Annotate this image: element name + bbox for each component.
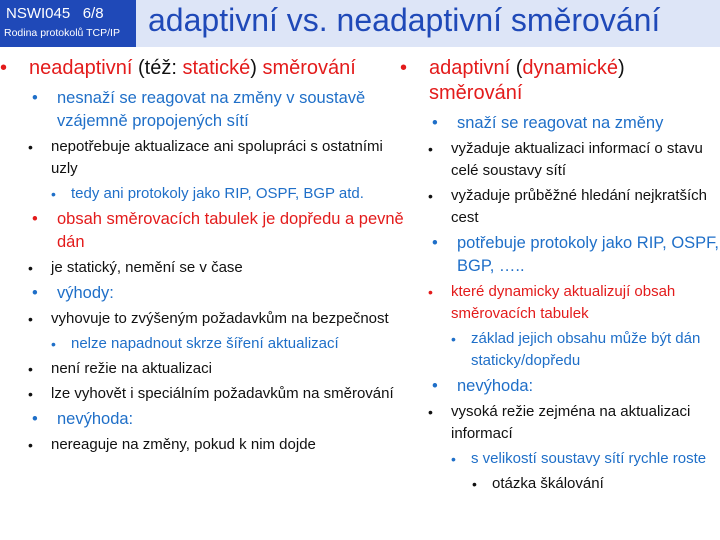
list-item xyxy=(428,281,720,325)
slide-number: 6/8 xyxy=(82,5,104,22)
item-text: otázka škálování xyxy=(492,475,604,492)
item-text: nevýhoda: xyxy=(457,377,534,395)
item-text: vysoká režie zejména na aktualizaci informací xyxy=(451,403,691,442)
item-text: vyžaduje průběžné hledání nejkratších cest xyxy=(451,187,707,226)
bullet-icon: • xyxy=(32,210,38,228)
item-text: vyhovuje to zvýšeným požadavkům na bezpečnost xyxy=(51,310,389,327)
heading-text: ) xyxy=(250,57,263,79)
right-column xyxy=(400,56,720,498)
list-item xyxy=(428,185,720,229)
term-routing: směrování xyxy=(262,57,356,79)
slide-title: adaptivní vs. neadaptivní směrování xyxy=(148,2,661,38)
list-item xyxy=(32,282,404,305)
item-text: které dynamicky aktualizují obsah směrovacích tabulek xyxy=(451,283,676,322)
term-dynamic: dynamické xyxy=(522,57,618,79)
item-text: s velikostí soustavy sítí rychle roste xyxy=(471,450,707,467)
list-item xyxy=(32,208,404,254)
bullet-icon: • xyxy=(28,139,33,155)
item-text: snaží se reagovat na změny xyxy=(457,114,664,132)
list-item xyxy=(28,257,404,279)
bullet-icon: • xyxy=(0,57,8,79)
list-item xyxy=(51,183,404,205)
item-text: nevýhoda: xyxy=(57,410,134,428)
bullet-icon: • xyxy=(472,476,477,492)
bullet-icon: • xyxy=(28,361,33,377)
item-text: je statický, nemění se v čase xyxy=(51,259,243,276)
item-text: vyžaduje aktualizaci informací o stavu celé soustavy sítí xyxy=(451,140,703,179)
bullet-icon: • xyxy=(28,386,33,402)
bullet-icon: • xyxy=(32,284,38,302)
heading-text: ( xyxy=(510,57,523,79)
bullet-icon: • xyxy=(451,331,456,347)
term-routing: směrování xyxy=(429,82,523,104)
list-item xyxy=(432,375,720,398)
bullet-icon: • xyxy=(428,404,433,420)
list-item xyxy=(28,358,404,380)
list-item xyxy=(432,232,720,278)
list-item xyxy=(451,448,720,470)
item-text: není režie na aktualizaci xyxy=(51,360,212,377)
bullet-icon: • xyxy=(432,377,438,395)
bullet-icon: • xyxy=(428,141,433,157)
heading-text: ) xyxy=(618,57,625,79)
item-text: nesnaží se reagovat na změny v soustavě vzájemně propojených sítí xyxy=(57,89,366,130)
list-item xyxy=(28,136,404,180)
bullet-icon: • xyxy=(428,188,433,204)
course-code: NSWI045 xyxy=(6,5,71,22)
bullet-icon: • xyxy=(432,114,438,132)
list-item xyxy=(428,138,720,182)
slide-header xyxy=(0,0,720,47)
list-item xyxy=(51,333,404,355)
item-text: nelze napadnout skrze šíření aktualizací xyxy=(71,335,339,352)
bullet-icon: • xyxy=(432,234,438,252)
list-item xyxy=(451,328,720,372)
course-name: Rodina protokolů TCP/IP xyxy=(4,27,120,39)
item-text: potřebuje protokoly jako RIP, OSPF, BGP, ….. xyxy=(457,234,720,275)
bullet-icon: • xyxy=(451,451,456,467)
bullet-icon: • xyxy=(51,336,56,352)
item-text: nereaguje na změny, pokud k nim dojde xyxy=(51,436,316,453)
item-text: lze vyhovět i speciálním požadavkům na směrování xyxy=(51,385,394,402)
bullet-icon: • xyxy=(32,410,38,428)
bullet-icon: • xyxy=(51,186,56,202)
list-item xyxy=(428,401,720,445)
item-text: tedy ani protokoly jako RIP, OSPF, BGP atd. xyxy=(71,185,364,202)
bullet-icon: • xyxy=(28,437,33,453)
bullet-icon: • xyxy=(28,260,33,276)
left-column xyxy=(0,56,404,459)
course-badge xyxy=(0,0,136,47)
course-code-line xyxy=(6,5,104,22)
item-text: obsah směrovacích tabulek je dopředu a pevně dán xyxy=(57,210,404,251)
item-text: nepotřebuje aktualizace ani spolupráci s ostatními uzly xyxy=(51,138,383,177)
bullet-icon: • xyxy=(400,57,408,79)
item-text: základ jejich obsahu může být dán staticky/dopředu xyxy=(471,330,701,369)
list-item xyxy=(28,383,404,405)
term-static: statické xyxy=(182,57,251,79)
list-item xyxy=(28,308,404,330)
list-item xyxy=(32,408,404,431)
list-item xyxy=(472,473,720,495)
term-nonadaptive: neadaptivní xyxy=(29,57,133,79)
heading-text: (též: xyxy=(132,57,183,79)
heading-dynamic-routing xyxy=(400,56,720,106)
list-item xyxy=(28,434,404,456)
item-text: výhody: xyxy=(57,284,114,302)
term-adaptive: adaptivní xyxy=(429,57,511,79)
bullet-icon: • xyxy=(32,89,38,107)
heading-static-routing xyxy=(0,56,404,81)
bullet-icon: • xyxy=(428,284,433,300)
bullet-icon: • xyxy=(28,311,33,327)
list-item xyxy=(32,87,404,133)
list-item xyxy=(432,112,720,135)
